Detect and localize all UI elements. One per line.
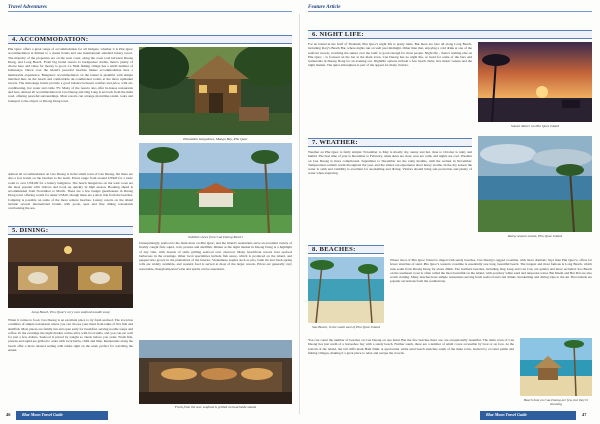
sao-beach-photo bbox=[308, 257, 384, 323]
beaches-col2: You can count the number of beaches on Cua Duong on one hand. But the few beaches there are, are exceptionally beautiful. The main town of Cua Duong lies just north of a horseshoe bay with a sandy beach. Further south, there are a number of small coves accessible by boat or on foot. At the bottom of the island, the tall cliffs mark Ham Ninh. A spectacular white sand beach stretches south of the main town, backed by coconut palms and fishing villages, making it a great place to relax and escape the crowds. bbox=[308, 338, 514, 355]
sao-beach-caption: Sao Beach, in the south east of Phu Quoc Island bbox=[312, 325, 380, 329]
weather-text: Weather on Phu Quoc is fairly simple: November to May is mostly dry, sunny and hot. June to October is rainy and humid. The best time of year is December to February, when skies are clear, seas are calm, and nights are cool. Weather on Cua Duong is more complicated. September to December are the rainy months, with the wettest in November. Temperatures remain warm throughout the year, and the island can experience short heavy storms. In the dry season the water is calm and visibility is excellent for snorkelling and diving. Visitors should bring sun protection and plenty of water when exploring. bbox=[308, 150, 472, 176]
dining-title: 5. DINING: bbox=[12, 227, 49, 234]
seafood-caption: Fresh from the sea: seafood is grilled on beachside stands bbox=[174, 405, 257, 409]
seafood-photo bbox=[139, 340, 292, 404]
bungalows-photo bbox=[139, 47, 292, 135]
sunset-caption: Sunset dinner on Phu Quoc Island bbox=[510, 124, 560, 128]
sublime-views-photo bbox=[139, 143, 292, 233]
right-page bbox=[300, 0, 600, 424]
dining-col2: When it comes to food, Cua Duong is an excellent place to try fresh seafood. The town has a number of simple restaurants where you can choose your meal from tanks of live fish and shellfish. Most places are family run and open early for breakfast, serving noodle soups and coffee. In the evenings the night market comes alive with food stalls, and you can eat well for just a few dollars. Seafood is priced by weight so check before you order. Fresh fish, prawns and squid are grilled to order with local herbs, chilli and lime. Restaurants along the beach offer a more relaxed setting with tables right on the sand, perfect for watching the sunset. bbox=[8, 318, 133, 353]
dining-col1: Unsurprisingly, seafood is the main draw on Phu Quoc, and the island's restaurants serve an excellent variety of freshly caught fish, squid, crab, prawns and shellfish. Dinner at the night market in Duong Dong is a highlight of any visit, with dozens of stalls grilling seafood over charcoal. Many beachfront resorts host seafood barbecues in the evenings. Other local specialities include fish sauce, which is produced on the island, and peppercorns grown in the plantations of the interior. Vietnamese staples such as pho, banh mi and fresh spring rolls are widely available, and western food is served at most of the larger resorts. Prices are generally very reasonable, though imported wine and spirits can be expensive. bbox=[139, 241, 292, 271]
rainy-photo bbox=[478, 136, 592, 232]
footer-title-right: Blue Moon Travel Guide bbox=[486, 412, 528, 417]
restaurant-caption: Long Beach, Phu Quoc's very own seafood noodle soup bbox=[31, 310, 110, 314]
huts-caption: Beach huts on Cua Duong are few, but they're stunning bbox=[523, 398, 589, 406]
huts-photo bbox=[520, 338, 592, 396]
nightlife-text: For an island in the Gulf of Thailand, Phu Quoc's night life is pretty tame. But there are bars all along Long Beach, including Rory's Beach Bar, where nights run on well past midnight. Other than that, enjoying a cold drink at one of the seafront resorts, watching the sunset over the Gulf, is good enough for most people. Night life - there's nothing else on Phu Quoc - is focused on the bar at the main town. Cua Duong has no night life, so head for some of the bars and restaurants in Duong Dong for an evening out. Nightlife options include a few beach clubs, live music venues and the night market. The quiet atmosphere is part of the appeal for many visitors. bbox=[308, 42, 472, 68]
sunset-photo bbox=[478, 42, 592, 122]
sublime-caption: Sublime views from Cua Duong Resort bbox=[188, 235, 243, 239]
page-number-right: 47 bbox=[582, 412, 587, 417]
nightlife-title: 6. NIGHT LIFE: bbox=[312, 31, 364, 38]
restaurant-photo bbox=[8, 238, 133, 308]
bungalows-caption: Plantation bungalows, Mango Bay, Phu Quoc bbox=[183, 137, 248, 141]
accommodation-col1: Phu Quoc offers a great range of accommodation for all budgets, whether it is Phu Quoc accommodation is limited to a dozen hotels and one international standard luxury resort. The majority of the properties are on the west coast, along the coast road between Duong Dong, and Long Beach. From big brand resorts to backpacker dorms, there's plenty of choice here and value for money is good. Ca Ninh fishing village has a small number of homestays. Dawn over the island's peaceful beaches makes accommodation here a memorable experience. Bungalow accommodation on the island is plentiful with simple thatched huts on the beach and comfortable air-conditioned rooms at the more upmarket resorts. The mid-range hotels provide a good balance between comfort and price, with air-conditioning, hot water and cable TV. Many of the resorts also offer in-house restaurants and bars. Almost all accommodation in Cua Duong and Ong Lang is set back from the main road, offering peaceful surroundings. Most resorts can arrange motorbike rental, tours and transport to the airport or Duong Dong town. bbox=[8, 47, 133, 103]
page-number-left: 46 bbox=[6, 412, 11, 417]
accommodation-col2: Almost all accommodation on Cua Duong is in the small town of Cua Duong, but there are also a few hotels on the beaches to the north. Prices range from around US$20 for a basic room to over US$100 for a luxury bungalow. The beach bungalows on the west coast are the most popular with visitors and book up quickly in high season. Booking ahead is recommended from November to March. There are a few budget guesthouses in Duong Dong town offering rooms for under US$10, though these are a short ride from the beaches. Camping is possible on some of the more remote beaches. Luxury resorts on the island include several international brands with pools, spas and fine dining restaurants overlooking the sea. bbox=[8, 172, 133, 211]
rainy-caption: Rainy season sunset, Phu Quoc Island bbox=[508, 234, 562, 238]
beaches-title: 8. BEACHES: bbox=[312, 246, 356, 253]
footer-title-left: Blue Moon Travel Guide bbox=[22, 412, 64, 417]
header-rule-right bbox=[308, 11, 592, 12]
weather-title: 7. WEATHER: bbox=[312, 139, 358, 146]
beaches-col1: Where most of Phu Quoc Island is ringed with sandy beaches, Cua Duong's rugged coastline, with more dramatic bays than Phu Quoc's, offers far fewer stretches of sand. Phu Quoc's western coastline is essentially one long, beautiful beach. The longest and most famous is Long Beach, which runs south from Duong Dong for about 20km. The northern beaches, including Ong Lang and Cua Can, are quieter and more secluded. Sao Beach on the southeast coast is often called the most beautiful on the island, with powdery white sand and turquoise water. Bai Khem and Bai Dai are also worth visiting. Many beaches have simple restaurants serving fresh seafood and cold drinks. Snorkelling and diving trips to the An Thoi islands are popular excursions from the southern tip. bbox=[390, 258, 592, 284]
header-right-label: Feature Article bbox=[308, 4, 341, 10]
header-left-label: Travel Adventures bbox=[8, 4, 47, 10]
accommodation-title: 4. ACCOMMODATION: bbox=[12, 36, 89, 43]
header-rule-left bbox=[8, 11, 292, 12]
